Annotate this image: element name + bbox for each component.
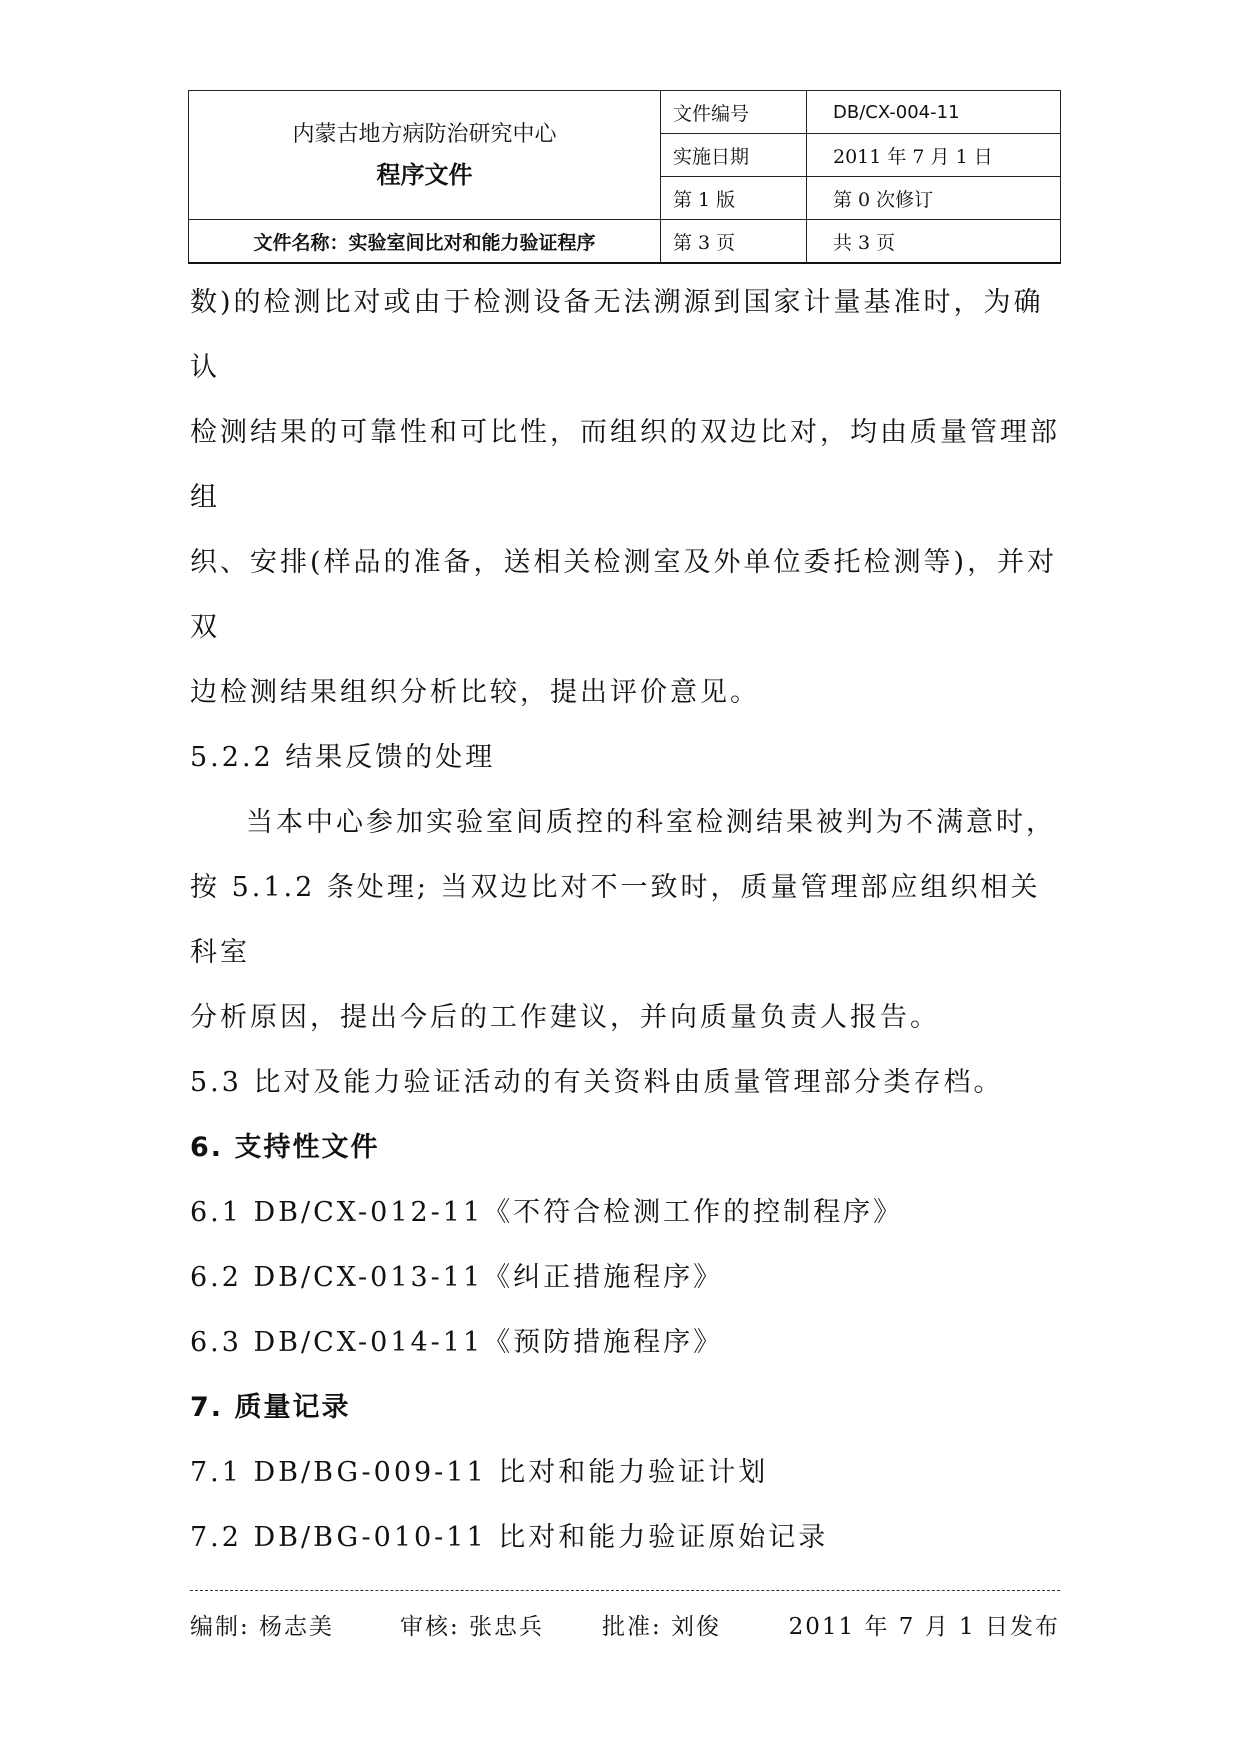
reference-item: 6.1 DB/CX-012-11《不符合检测工作的控制程序》 bbox=[190, 1197, 904, 1228]
page-total: 共 3 页 bbox=[807, 220, 1061, 264]
document-name: 文件名称：实验室间比对和能力验证程序 bbox=[189, 220, 661, 264]
publish-date: 2011 年 7 月 1 日发布 bbox=[788, 1614, 1060, 1640]
record-item: 7.1 DB/BG-009-11 比对和能力验证计划 bbox=[190, 1457, 769, 1488]
approved-by: 批准: 刘俊 bbox=[602, 1614, 722, 1640]
doc-number-value: DB/CX-004-11 bbox=[807, 91, 1061, 134]
paragraph-line: 当本中心参加实验室间质控的科室检测结果被判为不满意时， bbox=[246, 807, 1056, 838]
footer-divider bbox=[190, 1590, 1060, 1591]
reference-item: 6.3 DB/CX-014-11《预防措施程序》 bbox=[190, 1327, 724, 1358]
organization-name: 内蒙古地方病防治研究中心 bbox=[292, 122, 557, 147]
document-header-table bbox=[188, 90, 1061, 264]
paragraph-line: 数)的检测比对或由于检测设备无法溯源到国家计量基准时，为确认 bbox=[190, 287, 1044, 383]
footer bbox=[190, 1608, 1060, 1642]
reference-item: 6.2 DB/CX-013-11《纠正措施程序》 bbox=[190, 1262, 724, 1293]
paragraph-line: 按 5.1.2 条处理; 当双边比对不一致时，质量管理部应组织相关科室 bbox=[190, 872, 1041, 968]
paragraph-line: 分析原因，提出今后的工作建议，并向质量负责人报告。 bbox=[190, 1002, 940, 1033]
paragraph-line: 边检测结果组织分析比较，提出评价意见。 bbox=[190, 677, 760, 708]
edition-label: 第 1 版 bbox=[661, 177, 807, 220]
doc-number-label: 文件编号 bbox=[661, 91, 807, 134]
page-number: 第 3 页 bbox=[661, 220, 807, 264]
organization-cell bbox=[189, 91, 661, 220]
document-type: 程序文件 bbox=[376, 161, 473, 189]
paragraph-line: 织、安排(样品的准备，送相关检测室及外单位委托检测等)，并对双 bbox=[190, 547, 1058, 643]
subsection-title: 5.2.2 结果反馈的处理 bbox=[190, 742, 496, 773]
paragraph-line: 5.3 比对及能力验证活动的有关资料由质量管理部分类存档。 bbox=[190, 1067, 1004, 1098]
document-body bbox=[190, 270, 1060, 1570]
record-item: 7.2 DB/BG-010-11 比对和能力验证原始记录 bbox=[190, 1522, 829, 1553]
section-heading-supporting-docs: 6. 支持性文件 bbox=[190, 1132, 380, 1163]
reviewed-by: 审核: 张忠兵 bbox=[400, 1614, 545, 1640]
effective-date-value: 2011 年 7 月 1 日 bbox=[807, 134, 1061, 177]
section-heading-quality-records: 7. 质量记录 bbox=[190, 1392, 351, 1423]
revision-value: 第 0 次修订 bbox=[807, 177, 1061, 220]
effective-date-label: 实施日期 bbox=[661, 134, 807, 177]
compiled-by: 编制: 杨志美 bbox=[190, 1614, 335, 1640]
paragraph-line: 检测结果的可靠性和可比性，而组织的双边比对，均由质量管理部组 bbox=[190, 417, 1060, 513]
